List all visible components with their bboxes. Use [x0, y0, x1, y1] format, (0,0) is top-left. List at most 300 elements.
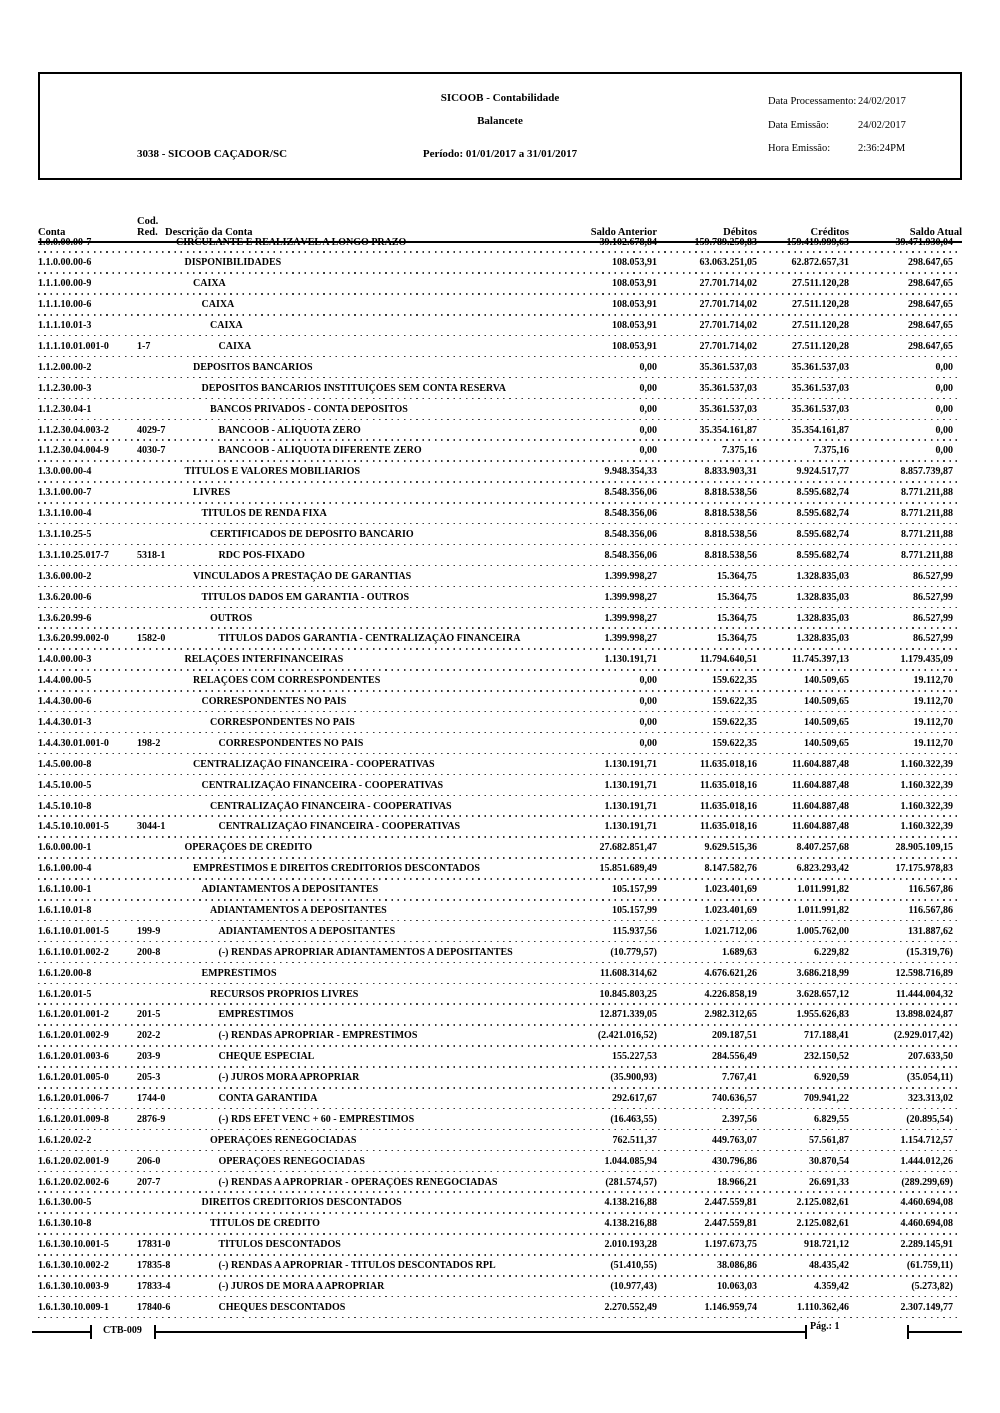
cell-creditos: 8.595.682,74 [796, 508, 849, 520]
cell-creditos: 709.941,22 [804, 1093, 849, 1105]
cell-conta: 1.4.5.10.00-5 [38, 779, 92, 791]
cell-conta: 1.3.6.00.00-2 [38, 570, 92, 582]
cell-cod-red: 2876-9 [137, 1113, 166, 1125]
cell-creditos: 232.150,52 [804, 1051, 849, 1063]
cell-descricao: CAIXA [193, 278, 226, 290]
cell-descricao: LIVRES [193, 487, 231, 499]
cell-debitos: 740.636,57 [712, 1093, 757, 1105]
cell-cod-red: 201-5 [137, 1009, 161, 1021]
cell-descricao: TÍTULOS DADOS GARANTIA - CENTRALIZAÇÃO FINANCEIRA [218, 633, 521, 645]
cell-cod-red: 17840-6 [137, 1301, 171, 1313]
cell-descricao: EMPRÉSTIMOS [201, 967, 277, 979]
cell-cod-red: 4030-7 [137, 445, 166, 457]
cell-cod-red: 1-7 [137, 340, 151, 352]
cell-saldo-anterior: 105.157,99 [612, 884, 657, 896]
column-header-debitos: Débitos [723, 227, 757, 238]
cell-debitos: 18.966,21 [717, 1176, 757, 1188]
column-header-creditos: Créditos [810, 227, 849, 238]
cell-creditos: 8.595.682,74 [796, 528, 849, 540]
table-row [38, 672, 962, 693]
table-row [38, 860, 962, 881]
cell-saldo-anterior: 108.053,91 [612, 340, 657, 352]
table-row [38, 463, 962, 484]
cell-cod-red: 4029-7 [137, 424, 166, 436]
cell-debitos: 8.147.582,76 [704, 863, 757, 875]
cell-cod-red: 198-2 [137, 737, 161, 749]
cell-saldo-anterior: 2.270.552,49 [604, 1301, 657, 1313]
cell-conta: 1.4.5.10.10.001-5 [38, 821, 109, 833]
cell-saldo-anterior: 2.010.193,28 [604, 1239, 657, 1251]
cell-descricao: CENTRALIZAÇÃO FINANCEIRA - COOPERATIVAS [201, 779, 444, 791]
table-row [38, 964, 962, 985]
cell-conta: 1.6.1.20.01.006-7 [38, 1093, 109, 1105]
cell-descricao: CAIXA [218, 340, 252, 352]
cell-saldo-anterior: 1.130.191,71 [604, 821, 657, 833]
cell-descricao: RELAÇÕES COM CORRESPONDENTES [193, 675, 381, 687]
cell-saldo-atual: 19.112,70 [913, 716, 953, 728]
cell-descricao: OPERAÇÕES DE CRÉDITO [184, 842, 313, 854]
table-row [38, 651, 962, 672]
cell-cod-red [128, 863, 165, 880]
cell-conta: 1.6.1.30.00-5 [38, 1197, 92, 1209]
table-row [38, 839, 962, 860]
cell-saldo-anterior: 0,00 [639, 716, 657, 728]
cell-debitos: 11.635.018,16 [700, 758, 757, 770]
cell-descricao: RECURSOS PRÓPRIOS LIVRES [210, 988, 359, 1000]
cell-saldo-anterior: 9.948.354,33 [604, 466, 657, 478]
cell-saldo-atual: 2.289.145,91 [900, 1239, 953, 1251]
table-row [38, 1236, 962, 1257]
cell-saldo-anterior: 108.053,91 [612, 278, 657, 290]
table-row [38, 275, 962, 296]
cell-saldo-anterior: 1.130.191,71 [604, 654, 657, 666]
cell-creditos: 35.354.161,87 [791, 424, 849, 436]
cell-saldo-atual: 1.154.712,57 [900, 1134, 953, 1146]
cell-debitos: 1.023.401,69 [704, 884, 757, 896]
cell-saldo-atual: 2.307.149,77 [900, 1301, 953, 1313]
cell-conta: 1.6.1.20.01.005-0 [38, 1072, 109, 1084]
cell-descricao: (-) RENDAS A APROPRIAR - OPERAÇÕES RENEGOCIADAS [218, 1176, 498, 1188]
table-row [38, 505, 962, 526]
cell-conta: 1.6.1.10.01.001-5 [38, 925, 109, 937]
cell-creditos: 140.509,65 [804, 675, 849, 687]
cell-saldo-atual: 19.112,70 [913, 675, 953, 687]
cell-saldo-anterior: (281.574,57) [605, 1176, 657, 1188]
cell-debitos: 15.364,75 [717, 633, 757, 645]
cell-conta: 1.6.1.20.01.009-8 [38, 1113, 109, 1125]
footer-rule-middle [154, 1331, 806, 1333]
table-row [38, 755, 962, 776]
report-header-box [38, 72, 962, 180]
processing-date-label: Data Processamento: [768, 96, 857, 107]
cell-saldo-atual: 17.175.978,83 [895, 863, 953, 875]
cell-saldo-anterior: 0,00 [639, 737, 657, 749]
cell-saldo-atual: 1.179.435,09 [900, 654, 953, 666]
cell-creditos: 27.511.120,28 [792, 299, 849, 311]
cell-debitos: 449.763,07 [712, 1134, 757, 1146]
cell-creditos: 11.604.887,48 [792, 779, 849, 791]
cell-debitos: 1.021.712,06 [704, 925, 757, 937]
cell-conta: 1.4.5.10.10-8 [38, 800, 92, 812]
cell-descricao: TÍTULOS DADOS EM GARANTIA - OUTROS [201, 591, 410, 603]
table-row [38, 1194, 962, 1215]
processing-date-value: 24/02/2017 [858, 96, 906, 107]
cell-saldo-anterior: 1.130.191,71 [604, 800, 657, 812]
cell-saldo-atual: 39.471.930,04 [895, 236, 953, 248]
cell-saldo-atual: (20.895,54) [906, 1113, 953, 1125]
cell-debitos: 7.375,16 [722, 445, 757, 457]
cell-saldo-atual: 1.160.322,39 [900, 821, 953, 833]
cell-saldo-atual: 8.771.211,88 [901, 549, 953, 561]
cell-creditos: 11.604.887,48 [792, 758, 849, 770]
cell-conta: 1.6.1.20.02.001-9 [38, 1155, 109, 1167]
cell-creditos: 6.229,82 [814, 946, 849, 958]
cell-creditos: 27.511.120,28 [792, 278, 849, 290]
cell-saldo-atual: 1.160.322,39 [900, 800, 953, 812]
cell-descricao: (-) JUROS DE MORA A APROPRIAR [218, 1281, 385, 1293]
cell-cod-red: 206-0 [137, 1155, 161, 1167]
cell-conta: 1.6.1.20.01.003-6 [38, 1051, 109, 1063]
cell-saldo-atual: 8.771.211,88 [901, 528, 953, 540]
table-row [38, 1110, 962, 1131]
cell-saldo-anterior: 0,00 [639, 382, 657, 394]
cell-conta: 1.6.1.20.02-2 [38, 1134, 92, 1146]
cell-debitos: 35.361.537,03 [699, 403, 757, 415]
cell-cod-red: 199-9 [137, 925, 161, 937]
balance-table-rows [38, 233, 962, 1319]
table-row [38, 1027, 962, 1048]
cell-conta: 1.3.1.00.00-7 [38, 487, 92, 499]
cell-debitos: 8.818.538,56 [704, 528, 757, 540]
cell-creditos: 918.721,12 [804, 1239, 849, 1251]
cell-cod-red [128, 257, 165, 274]
cell-descricao: CIRCULANTE E REALIZÁVEL A LONGO PRAZO [176, 236, 407, 248]
cell-cod-red [128, 675, 165, 692]
cell-saldo-anterior: (51.410,55) [610, 1260, 657, 1272]
cell-creditos: 1.955.626,83 [796, 1009, 849, 1021]
cell-conta: 1.6.1.10.00-1 [38, 884, 92, 896]
cell-creditos: 7.375,16 [814, 445, 849, 457]
emission-time-label: Hora Emissão: [768, 143, 831, 154]
cell-saldo-anterior: 10.845.803,25 [599, 988, 657, 1000]
cell-saldo-anterior: 155.227,53 [612, 1051, 657, 1063]
cell-conta: 1.6.1.30.10-8 [38, 1218, 92, 1230]
cell-creditos: 140.509,65 [804, 737, 849, 749]
table-row [38, 609, 962, 630]
cell-cod-red: 203-9 [137, 1051, 161, 1063]
cell-saldo-atual: 86.527,99 [913, 570, 953, 582]
cell-conta: 1.1.1.00.00-9 [38, 278, 92, 290]
cell-descricao: TÍTULOS E VALORES MOBILIÁRIOS [184, 466, 361, 478]
cell-saldo-anterior: 108.053,91 [612, 257, 657, 269]
column-header-descricao: Descrição da Conta [165, 227, 253, 238]
cell-conta: 1.4.4.00.00-5 [38, 675, 92, 687]
table-row [38, 1278, 962, 1299]
cell-saldo-anterior: 1.399.998,27 [604, 612, 657, 624]
cell-saldo-anterior: 0,00 [639, 361, 657, 373]
cell-cod-red: 17833-4 [137, 1281, 171, 1293]
cell-saldo-atual: 131.887,62 [908, 925, 953, 937]
cell-creditos: 1.328.835,03 [796, 591, 849, 603]
table-row [38, 421, 962, 442]
cell-saldo-anterior: 1.130.191,71 [604, 758, 657, 770]
cell-descricao: CORRESPONDENTES NO PAÍS [218, 737, 364, 749]
cell-conta: 1.1.0.00.00-6 [38, 257, 92, 269]
cell-cod-red: 3044-1 [137, 821, 166, 833]
cell-cod-red [128, 362, 165, 379]
table-row [38, 1090, 962, 1111]
cell-descricao: TÍTULOS DE RENDA FIXA [201, 508, 327, 520]
cell-cod-red [128, 1135, 165, 1152]
table-row [38, 902, 962, 923]
emission-date-value: 24/02/2017 [858, 120, 906, 131]
table-row [38, 588, 962, 609]
cell-saldo-atual: 28.905.109,15 [895, 842, 953, 854]
table-row [38, 776, 962, 797]
cell-descricao: CORRESPONDENTES NO PAÍS [210, 716, 355, 728]
cell-creditos: 140.509,65 [804, 716, 849, 728]
cell-cod-red [128, 884, 165, 901]
cell-conta: 1.4.0.00.00-3 [38, 654, 92, 666]
table-row [38, 254, 962, 275]
cell-saldo-atual: 298.647,65 [908, 299, 953, 311]
cell-conta: 1.1.1.10.01-3 [38, 320, 92, 332]
cell-debitos: 38.086,86 [717, 1260, 757, 1272]
cell-creditos: 1.328.835,03 [796, 570, 849, 582]
cell-saldo-atual: 298.647,65 [908, 320, 953, 332]
cell-saldo-anterior: 115.937,56 [612, 925, 657, 937]
emission-date-label: Data Emissão: [768, 120, 829, 131]
cell-creditos: 11.604.887,48 [792, 800, 849, 812]
cell-creditos: 159.419.999,63 [786, 236, 849, 248]
cell-debitos: 8.818.538,56 [704, 549, 757, 561]
cell-descricao: RELAÇÕES INTERFINANCEIRAS [184, 654, 344, 666]
cell-saldo-atual: 0,00 [935, 382, 953, 394]
cell-debitos: 15.364,75 [717, 591, 757, 603]
cell-descricao: DIREITOS CREDITÓRIOS DESCONTADOS [201, 1197, 402, 1209]
cell-cod-red: 1582-0 [137, 633, 166, 645]
cell-saldo-anterior: 0,00 [639, 424, 657, 436]
cell-conta: 1.1.2.30.04.003-2 [38, 424, 109, 436]
cell-creditos: 62.872.657,31 [791, 257, 849, 269]
cell-saldo-anterior: 0,00 [639, 445, 657, 457]
cell-saldo-atual: 323.313,02 [908, 1093, 953, 1105]
cell-creditos: 9.924.517,77 [796, 466, 849, 478]
cell-descricao: CORRESPONDENTES NO PAÍS [201, 696, 347, 708]
table-row [38, 1048, 962, 1069]
cell-descricao: CAIXA [210, 320, 243, 332]
table-row [38, 296, 962, 317]
cell-debitos: 4.226.858,19 [704, 988, 757, 1000]
table-row [38, 1215, 962, 1236]
cell-saldo-atual: 1.160.322,39 [900, 758, 953, 770]
cell-saldo-anterior: 0,00 [639, 696, 657, 708]
cell-debitos: 8.818.538,56 [704, 487, 757, 499]
cell-debitos: 11.635.018,16 [700, 779, 757, 791]
cell-creditos: 8.595.682,74 [796, 549, 849, 561]
cell-cod-red [128, 613, 165, 630]
cell-creditos: 717.188,41 [804, 1030, 849, 1042]
cell-debitos: 35.354.161,87 [699, 424, 757, 436]
cell-descricao: ADIANTAMENTOS A DEPOSITANTES [201, 884, 379, 896]
cell-descricao: EMPRÉSTIMOS E DIREITOS CREDITÓRIOS DESCONTADOS [193, 863, 480, 875]
cell-descricao: (-) RDS EFET VENC + 60 - EMPRÉSTIMOS [218, 1113, 415, 1125]
cell-saldo-atual: 12.598.716,89 [895, 967, 953, 979]
cell-saldo-anterior: 0,00 [639, 675, 657, 687]
cell-debitos: 159.622,35 [712, 737, 757, 749]
cell-descricao: CHEQUE ESPECIAL [218, 1051, 315, 1063]
cell-debitos: 35.361.537,03 [699, 361, 757, 373]
cell-conta: 1.6.1.30.10.009-1 [38, 1301, 109, 1313]
cell-saldo-atual: (35.054,11) [906, 1072, 953, 1084]
cell-saldo-anterior: 4.138.216,88 [604, 1197, 657, 1209]
cell-saldo-atual: 86.527,99 [913, 612, 953, 624]
cell-creditos: 2.125.082,61 [796, 1218, 849, 1230]
cell-descricao: TÍTULOS DE CRÉDITO [210, 1218, 320, 1230]
cell-conta: 1.3.6.20.99-6 [38, 612, 92, 624]
cell-saldo-anterior: 15.851.689,49 [599, 863, 657, 875]
cell-conta: 1.4.4.30.01-3 [38, 716, 92, 728]
cell-descricao: CONTA GARANTIDA [218, 1093, 318, 1105]
table-row [38, 1298, 962, 1319]
cell-creditos: 27.511.120,28 [792, 320, 849, 332]
cell-saldo-anterior: 108.053,91 [612, 299, 657, 311]
cell-conta: 1.6.1.20.00-8 [38, 967, 92, 979]
cell-debitos: 15.364,75 [717, 570, 757, 582]
cell-conta: 1.3.6.20.99.002-0 [38, 633, 109, 645]
table-row [38, 379, 962, 400]
cell-saldo-anterior: 0,00 [639, 403, 657, 415]
cell-creditos: 35.361.537,03 [791, 361, 849, 373]
cell-creditos: 2.125.082,61 [796, 1197, 849, 1209]
column-header-conta: Conta [38, 227, 66, 238]
cell-descricao: OUTROS [210, 612, 253, 624]
cell-debitos: 27.701.714,02 [699, 320, 757, 332]
table-row [38, 442, 962, 463]
table-row [38, 546, 962, 567]
cell-descricao: DISPONIBILIDADES [184, 257, 282, 269]
cell-descricao: CAIXA [201, 299, 235, 311]
cell-saldo-anterior: 8.548.356,06 [604, 549, 657, 561]
cell-debitos: 209.187,51 [712, 1030, 757, 1042]
report-period: Período: 01/01/2017 a 31/01/2017 [422, 148, 578, 160]
table-row [38, 1131, 962, 1152]
cell-debitos: 2.982.312,65 [704, 1009, 757, 1021]
cell-conta: 1.3.0.00.00-4 [38, 466, 92, 478]
cell-saldo-anterior: 39.102.678,84 [599, 236, 657, 248]
cell-debitos: 1.197.673,75 [704, 1239, 757, 1251]
cell-conta: 1.3.1.10.25.017-7 [38, 549, 109, 561]
cell-descricao: CENTRALIZAÇÃO FINANCEIRA - COOPERATIVAS [193, 758, 435, 770]
cell-creditos: 3.686.218,99 [796, 967, 849, 979]
cell-cod-red [128, 1218, 165, 1235]
cell-cod-red [128, 717, 165, 734]
cell-conta: 1.1.1.10.01.001-0 [38, 340, 109, 352]
cell-saldo-atual: (2.929.017,42) [893, 1030, 953, 1042]
cell-creditos: 27.511.120,28 [792, 340, 849, 352]
cell-conta: 1.6.1.00.00-4 [38, 863, 92, 875]
report-title: SICOOB - Contabilidade [440, 92, 560, 104]
cell-cod-red [128, 529, 165, 546]
table-row [38, 922, 962, 943]
cell-cod-red [128, 508, 165, 525]
cell-descricao: VINCULADOS A PRESTAÇÃO DE GARANTIAS [193, 570, 412, 582]
cell-saldo-anterior: 105.157,99 [612, 905, 657, 916]
cell-saldo-anterior: (35.900,93) [610, 1072, 657, 1084]
cell-conta: 1.4.4.30.01.001-0 [38, 737, 109, 749]
cell-debitos: 159.622,35 [712, 716, 757, 728]
cell-cod-red [128, 299, 165, 316]
cell-debitos: 430.796,86 [712, 1155, 757, 1167]
cell-conta: 1.1.2.30.04.004-9 [38, 445, 109, 457]
cell-conta: 1.0.0.00.00-7 [38, 236, 92, 248]
table-row [38, 1257, 962, 1278]
cell-saldo-anterior: (16.463,55) [610, 1113, 657, 1125]
cell-debitos: 2.397,56 [722, 1113, 757, 1125]
cell-conta: 1.6.0.00.00-1 [38, 842, 92, 854]
cell-conta: 1.3.6.20.00-6 [38, 591, 92, 603]
cell-debitos: 7.767,41 [722, 1072, 757, 1084]
cell-saldo-atual: 13.898.024,87 [895, 1009, 953, 1021]
cell-cod-red [128, 466, 165, 483]
cell-conta: 1.1.1.10.00-6 [38, 299, 92, 311]
cell-descricao: ADIANTAMENTOS A DEPOSITANTES [210, 905, 387, 916]
cell-conta: 1.6.1.20.01-5 [38, 988, 92, 1000]
footer-rule-left [32, 1331, 90, 1333]
cell-saldo-atual: (289.299,69) [901, 1176, 953, 1188]
cell-saldo-atual: 1.444.012,26 [900, 1155, 953, 1167]
cell-conta: 1.3.1.10.00-4 [38, 508, 92, 520]
cell-cod-red [128, 842, 165, 859]
cell-cod-red: 1744-0 [137, 1093, 166, 1105]
cell-saldo-atual: 19.112,70 [913, 737, 953, 749]
cell-creditos: 1.328.835,03 [796, 612, 849, 624]
cell-saldo-atual: 19.112,70 [913, 696, 953, 708]
cell-saldo-atual: 4.460.694,08 [900, 1197, 953, 1209]
cell-debitos: 15.364,75 [717, 612, 757, 624]
table-row [38, 943, 962, 964]
cell-saldo-anterior: 292.617,67 [612, 1093, 657, 1105]
column-header-saldo-atual: Saldo Atual [909, 227, 962, 238]
cell-saldo-atual: 8.771.211,88 [901, 508, 953, 520]
cell-conta: 1.6.1.20.01.001-2 [38, 1009, 109, 1021]
cell-saldo-anterior: 1.399.998,27 [604, 570, 657, 582]
cell-descricao: DEPÓSITOS BANCÁRIOS INSTITUIÇÕES SEM CONTA RESERVA [201, 382, 506, 394]
cell-conta: 1.4.4.30.00-6 [38, 696, 92, 708]
cell-descricao: DEPÓSITOS BANCÁRIOS [193, 361, 313, 373]
table-row [38, 1152, 962, 1173]
cell-creditos: 6.920,59 [814, 1072, 849, 1084]
cell-saldo-atual: (5.273,82) [911, 1281, 953, 1293]
cell-conta: 1.6.1.10.01.002-2 [38, 946, 109, 958]
cell-cod-red [128, 320, 165, 337]
cell-creditos: 1.005.762,00 [796, 925, 849, 937]
cell-descricao: BANCOOB - ALÍQUOTA DIFERENTE ZERO [218, 445, 422, 457]
table-row [38, 693, 962, 714]
cell-debitos: 284.556,49 [712, 1051, 757, 1063]
cell-saldo-anterior: 8.548.356,06 [604, 528, 657, 540]
table-row [38, 797, 962, 818]
cell-saldo-anterior: 1.399.998,27 [604, 633, 657, 645]
cell-creditos: 11.604.887,48 [792, 821, 849, 833]
table-row [38, 567, 962, 588]
footer-tick-1 [90, 1325, 92, 1339]
table-row [38, 484, 962, 505]
cell-saldo-atual: 8.771.211,88 [901, 487, 953, 499]
cell-cod-red: 202-2 [137, 1030, 161, 1042]
column-header-cod-red: Cod. Red. [137, 216, 159, 238]
cell-cod-red: 17831-0 [137, 1239, 171, 1251]
